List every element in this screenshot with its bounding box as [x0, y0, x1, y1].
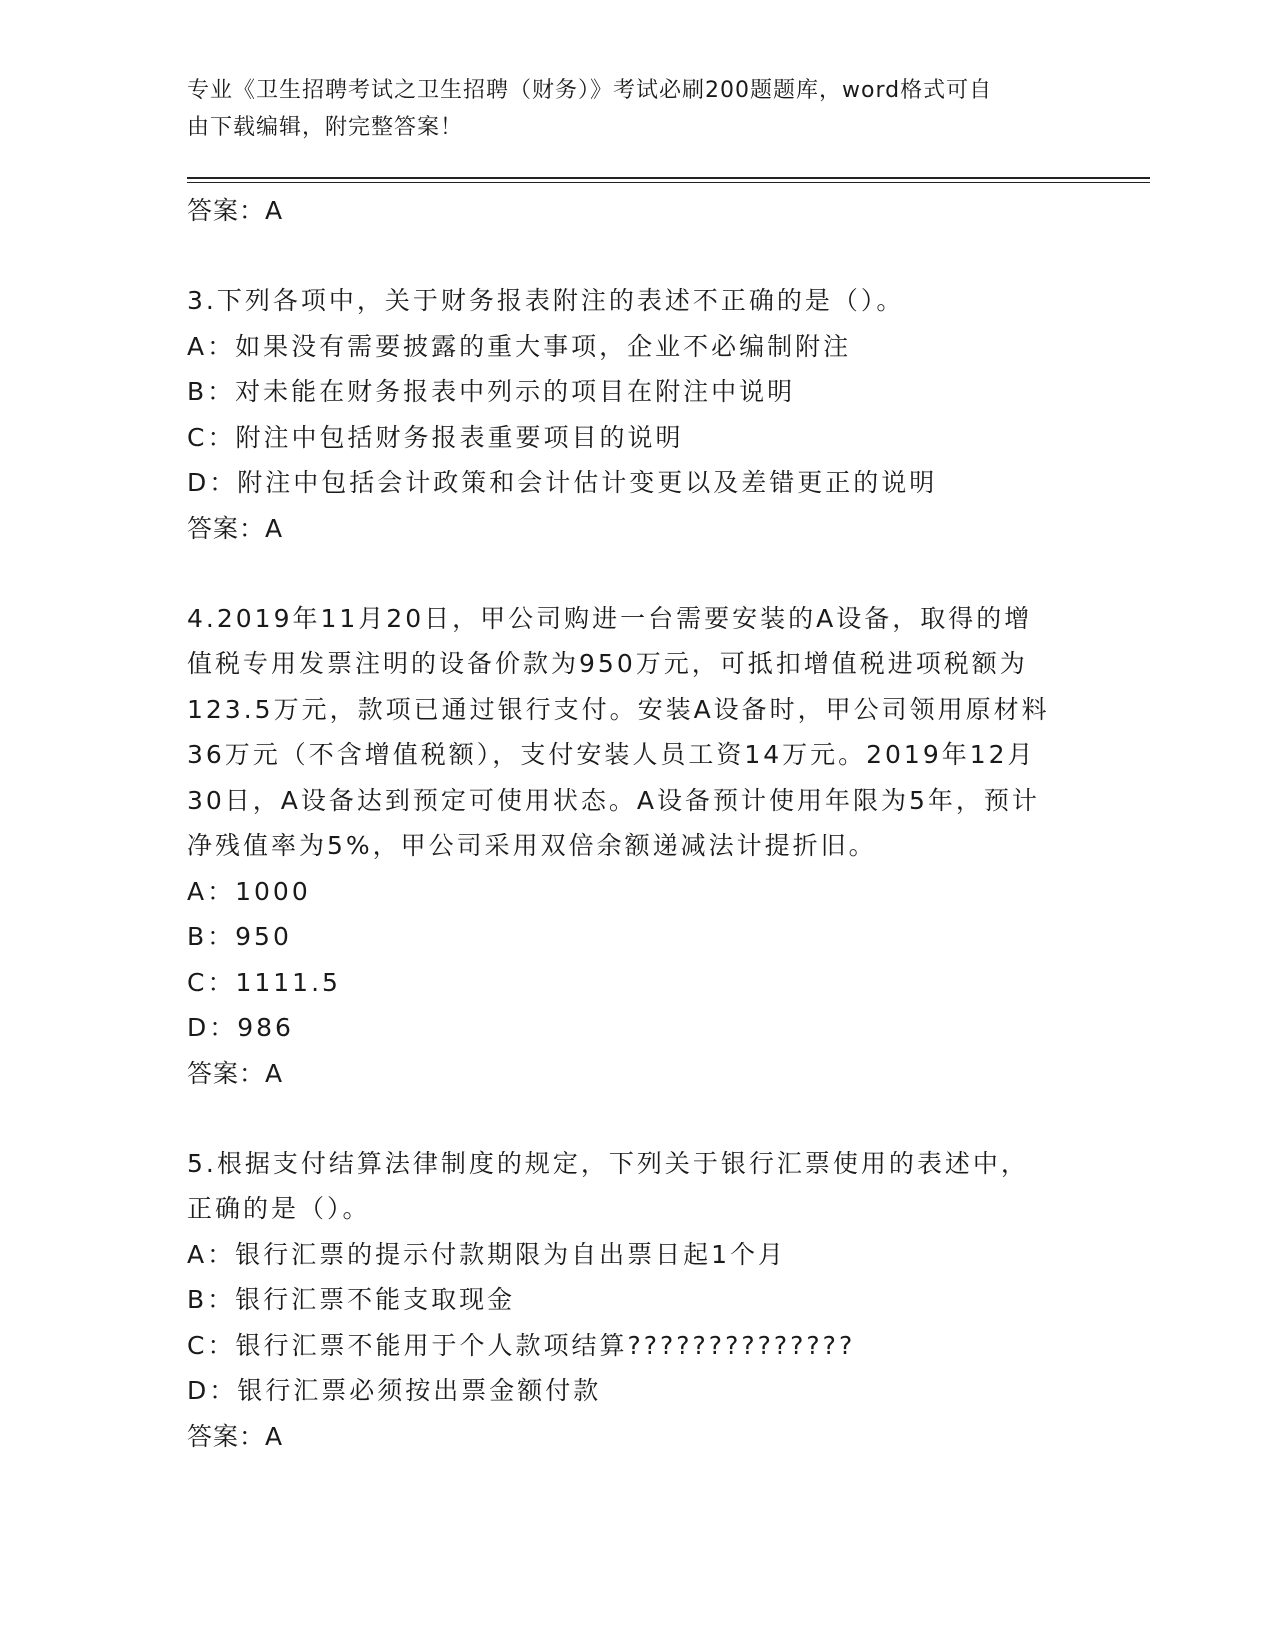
header-rule-thick: [187, 177, 1150, 179]
question-5-option-b: B：银行汇票不能支取现金: [187, 1285, 516, 1314]
question-4-stem-line: 值税专用发票注明的设备价款为950万元，可抵扣增值税进项税额为: [187, 649, 1028, 678]
question-3-stem: 3.下列各项中，关于财务报表附注的表述不正确的是（）。: [187, 286, 905, 315]
question-4-stem-line: 123.5万元，款项已通过银行支付。安装A设备时，甲公司领用原材料: [187, 694, 1050, 724]
question-4: [187, 596, 1087, 1097]
question-3-option-d: D：附注中包括会计政策和会计估计变更以及差错更正的说明: [187, 468, 938, 497]
question-4-option-d: D：986: [187, 1013, 294, 1042]
header-line-1: 专业《卫生招聘考试之卫生招聘（财务）》考试必刷200题题库，word格式可自: [187, 78, 993, 103]
spacer: [187, 552, 1087, 596]
question-3: [187, 278, 1087, 552]
question-5-option-d: D：银行汇票必须按出票金额付款: [187, 1376, 602, 1405]
question-5: [187, 1141, 1087, 1460]
spacer: [187, 1097, 1087, 1141]
question-4-option-c: C：1111.5: [187, 967, 341, 997]
header-line-2: 由下载编辑，附完整答案！: [187, 115, 464, 140]
question-4-option-b: B：950: [187, 922, 292, 951]
question-5-answer: 答案：A: [187, 1421, 284, 1451]
question-3-answer: 答案：A: [187, 513, 284, 543]
document-body: [187, 188, 1087, 1460]
question-3-option-a: A：如果没有需要披露的重大事项，企业不必编制附注: [187, 331, 852, 361]
spacer: [187, 234, 1087, 278]
question-5-option-c: C：银行汇票不能用于个人款项结算??????????????: [187, 1330, 856, 1360]
question-3-option-c: C：附注中包括财务报表重要项目的说明: [187, 422, 684, 452]
question-4-stem-line: 净残值率为5%，甲公司采用双倍余额递减法计提折旧。: [187, 831, 877, 860]
question-5-stem-line: 正确的是（）。: [187, 1194, 371, 1223]
question-4-answer: 答案：A: [187, 1058, 284, 1088]
answer-prev: 答案：A: [187, 196, 284, 225]
question-5-stem-line: 5.根据支付结算法律制度的规定，下列关于银行汇票使用的表述中，: [187, 1148, 1029, 1178]
page-header: [187, 72, 1067, 146]
question-3-option-b: B：对未能在财务报表中列示的项目在附注中说明: [187, 377, 796, 406]
question-4-option-a: A：1000: [187, 876, 311, 906]
question-4-stem-line: 36万元（不含增值税额），支付安装人员工资14万元。2019年12月: [187, 740, 1036, 769]
header-rule-thin: [187, 182, 1150, 183]
question-4-stem-line: 4.2019年11月20日，甲公司购进一台需要安装的A设备，取得的增: [187, 603, 1033, 633]
question-5-option-a: A：银行汇票的提示付款期限为自出票日起1个月: [187, 1239, 787, 1269]
question-4-stem-line: 30日，A设备达到预定可使用状态。A设备预计使用年限为5年，预计: [187, 785, 1040, 815]
